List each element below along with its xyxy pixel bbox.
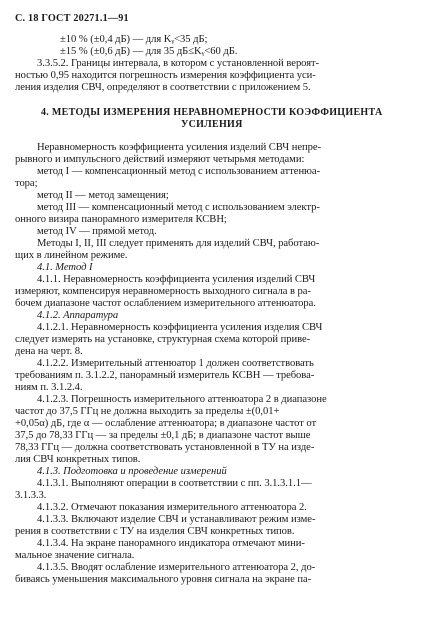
text-line: метод III — компенсационный метод с использованием электр- [37,202,320,213]
text-line: 4.1.3.5. Вводят ослабление измерительного аттенюатора 2, до- [37,562,316,573]
text-line: мальное значение сигнала. [15,550,135,561]
text-line: 3.3.5.2. Границы интервала, в котором с установленной вероят- [37,58,320,69]
subsection-title: 4.1.2. Аппаратура [37,310,119,321]
text-line: метод I — компенсационный метод с использованием аттенюа- [37,166,321,177]
text-line: 4.1.3.2. Отмечают показания измерительного аттенюатора 2. [37,502,307,513]
text-line: 4.1.2.3. Погрешность измерительного аттенюатора 2 в диапазоне [37,394,327,405]
text-line: лия СВЧ конкретных типов. [15,454,141,465]
text-line: требованиям п. 3.1.2.2, панорамный измеритель КСВН — требова- [15,370,315,381]
text-line: дена на черт. 8. [15,346,83,357]
text-line: Методы I, II, III следует применять для изделий СВЧ, работаю- [37,238,320,249]
text-line: метод II — метод замещения; [37,190,169,201]
text-line: тора; [15,178,38,189]
section-heading: 4. МЕТОДЫ ИЗМЕРЕНИЯ НЕРАВНОМЕРНОСТИ КОЭФФИЦИЕНТА [41,107,383,118]
text-line: ±10 % (±0,4 дБ) — для Kᵧ<35 дБ; [60,34,208,45]
text-line: 4.1.2.2. Измерительный аттенюатор 1 должен соответствовать [37,358,314,369]
text-line: 4.1.3.3. Включают изделие СВЧ и устанавливают режим изме- [37,514,316,525]
text-line: щих в линейном режиме. [15,250,128,261]
text-line: ±15 % (±0,6 дБ) — для 35 дБ≤Kᵧ<60 дБ. [60,46,238,57]
text-line: 4.1.1. Неравномерность коэффициента усиления изделий СВЧ [37,274,316,285]
text-line: ления изделия СВЧ, определяют в соответствии с приложением 5. [15,82,311,93]
text-line: частот до 37,5 ГГц не должна выходить за пределы ±(0,01+ [15,406,280,417]
text-line: рывного и импульсного действий измеряют четырьмя методами: [15,154,305,165]
text-line: онного визира панорамного измерителя КСВН; [15,214,227,225]
text-line: 3.1.3.3. [15,490,47,501]
text-line: следует измерять на установке, структурная схема которой приве- [15,334,311,345]
text-line: рения в соответствии с ТУ на изделия СВЧ конкретных типов. [15,526,295,537]
text-line: биваясь уменьшения максимального уровня сигнала на экране па- [15,574,312,585]
text-line: измеряют, компенсируя неравномерность выходного сигнала в ра- [15,286,311,297]
text-line: 4.1.2.1. Неравномерность коэффициента усиления изделия СВЧ [37,322,323,333]
text-line: бочем диапазоне частот ослаблением измерительного аттенюатора. [15,298,316,309]
text-line: 78,33 ГГц — должна соответствовать установленной в ТУ на изде- [15,442,315,453]
text-line: 4.1.3.1. Выполняют операции в соответствии с пп. 3.1.3.1.1— [37,478,312,489]
text-line: ниям п. 3.1.2.4. [15,382,83,393]
text-line: 37,5 до 78,33 ГГц — за пределы ±0,1 дБ; в диапазоне частот выше [15,430,311,441]
text-line: метод IV — прямой метод. [37,226,157,237]
text-line: 4.1.3.4. На экране панорамного индикатора отмечают мини- [37,538,305,549]
page-header: С. 18 ГОСТ 20271.1—91 [15,13,129,24]
subsection-title: 4.1. Метод I [37,262,93,273]
text-line: ностью 0,95 находится погрешность измерения коэффициента уси- [15,70,316,81]
text-line: +0,05α) дБ, где α — ослабление аттенюатора; в диапазоне частот от [15,418,317,429]
section-heading: УСИЛЕНИЯ [181,119,243,130]
subsection-title: 4.1.3. Подготовка и проведение измерений [37,466,227,477]
text-line: Неравномерность коэффициента усиления изделий СВЧ непре- [37,142,321,153]
